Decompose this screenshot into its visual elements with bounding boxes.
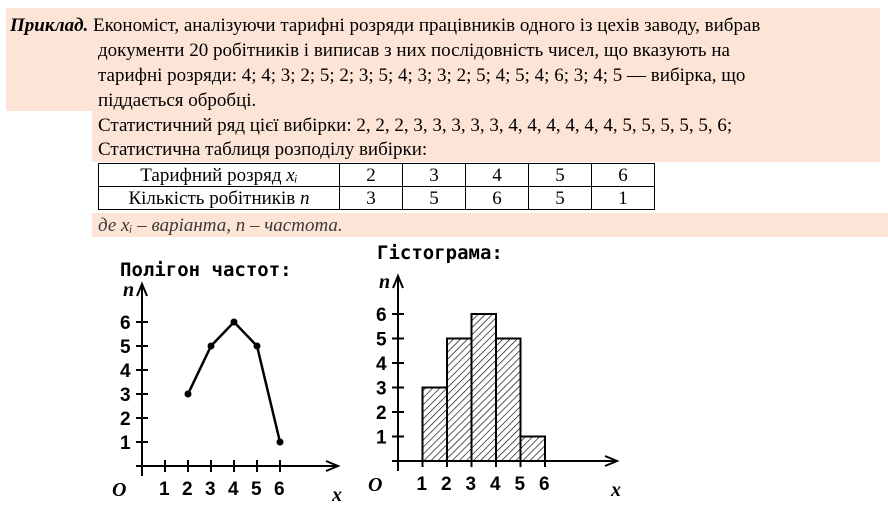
histogram-bar [447, 339, 472, 462]
x-tick-label: 4 [228, 479, 239, 500]
x-tick-label: 6 [274, 479, 285, 500]
x-tick-label: 4 [490, 474, 501, 495]
x-tick-label: 3 [465, 474, 477, 495]
x-axis-label: x [332, 484, 342, 506]
data-point [185, 391, 192, 398]
x-axis-label: x [611, 479, 621, 501]
data-point [231, 319, 238, 326]
y-tick-label: 1 [376, 427, 387, 449]
x-tick-label: 6 [539, 474, 550, 495]
x-tick-label: 3 [205, 479, 216, 500]
example-line-4: піддається обробці. [98, 90, 257, 111]
example-line-1 [10, 14, 760, 37]
histogram-bar [423, 388, 448, 462]
example-label: Приклад. [10, 15, 89, 36]
y-tick-label: 1 [120, 433, 131, 454]
y-tick-label: 4 [120, 361, 131, 382]
polygon-line [188, 322, 280, 442]
histogram-chart [355, 232, 625, 501]
table-cell: 6 [466, 187, 529, 210]
data-point [254, 343, 261, 350]
table-row-rank [99, 164, 655, 187]
table-cell: 2 [340, 164, 403, 187]
y-tick-label: 6 [376, 305, 387, 326]
x-tick-label: 5 [251, 479, 262, 500]
frequency-table [98, 163, 655, 210]
example-line-3: тарифні розряди: 4; 4; 3; 2; 5; 2; 3; 5; 4; 3; 3; 2; 5; 4; 5; 4; 6; 3; 4; 5 — вибірка, що [98, 65, 746, 86]
table-cell: 3 [340, 187, 403, 210]
y-tick-label: 4 [376, 354, 387, 375]
origin-label: O [112, 479, 127, 501]
histogram-bar [521, 437, 546, 462]
frequency-polygon-chart [100, 246, 360, 506]
data-point [277, 439, 284, 446]
y-tick-label: 5 [120, 337, 131, 358]
x-tick-label: 2 [182, 479, 193, 500]
table-cell: 1 [592, 187, 655, 210]
histogram-bar [472, 314, 497, 461]
example-line-2: документи 20 робітників і виписав з них послідовність чисел, що вказують на [98, 40, 730, 61]
y-axis-label: n [123, 279, 135, 301]
data-point [208, 343, 215, 350]
x-tick-label: 5 [514, 474, 526, 495]
y-tick-label: 2 [376, 403, 387, 424]
y-tick-label: 3 [376, 378, 387, 400]
x-tick-label: 2 [441, 474, 452, 495]
variant-frequency-note: де xᵢ – варіанта, n – частота. [98, 215, 343, 236]
table-cell: 6 [592, 164, 655, 187]
table-header-count: Кількість робітників n [99, 187, 340, 210]
table-row-count [99, 187, 655, 210]
example-line-1-text: Економіст, аналізуючи тарифні розряди працівників одного із цехів заводу, вибрав [93, 15, 761, 36]
y-tick-label: 2 [120, 409, 131, 430]
x-tick-label: 1 [159, 479, 170, 500]
table-header-rank: Тарифний розряд xᵢ [99, 164, 340, 187]
table-title: Статистична таблиця розподілу вибірки: [98, 139, 428, 160]
chart-title: Гістограма: [377, 242, 503, 264]
y-axis-label: n [379, 271, 391, 293]
histogram-bar [496, 339, 521, 462]
table-cell: 3 [403, 164, 466, 187]
table-cell: 5 [529, 187, 592, 210]
chart-title: Полігон частот: [120, 259, 292, 281]
statistical-series-line: Статистичний ряд цієї вибірки: 2, 2, 2, 3, 3, 3, 3, 3, 4, 4, 4, 4, 4, 4, 5, 5, 5, 5, 5, 6; [98, 115, 733, 136]
origin-label: O [368, 474, 383, 496]
y-tick-label: 3 [120, 385, 131, 406]
table-cell: 5 [529, 164, 592, 187]
table-cell: 5 [403, 187, 466, 210]
table-cell: 4 [466, 164, 529, 187]
y-tick-label: 6 [120, 313, 131, 334]
x-tick-label: 1 [416, 474, 428, 495]
y-tick-label: 5 [376, 329, 387, 351]
